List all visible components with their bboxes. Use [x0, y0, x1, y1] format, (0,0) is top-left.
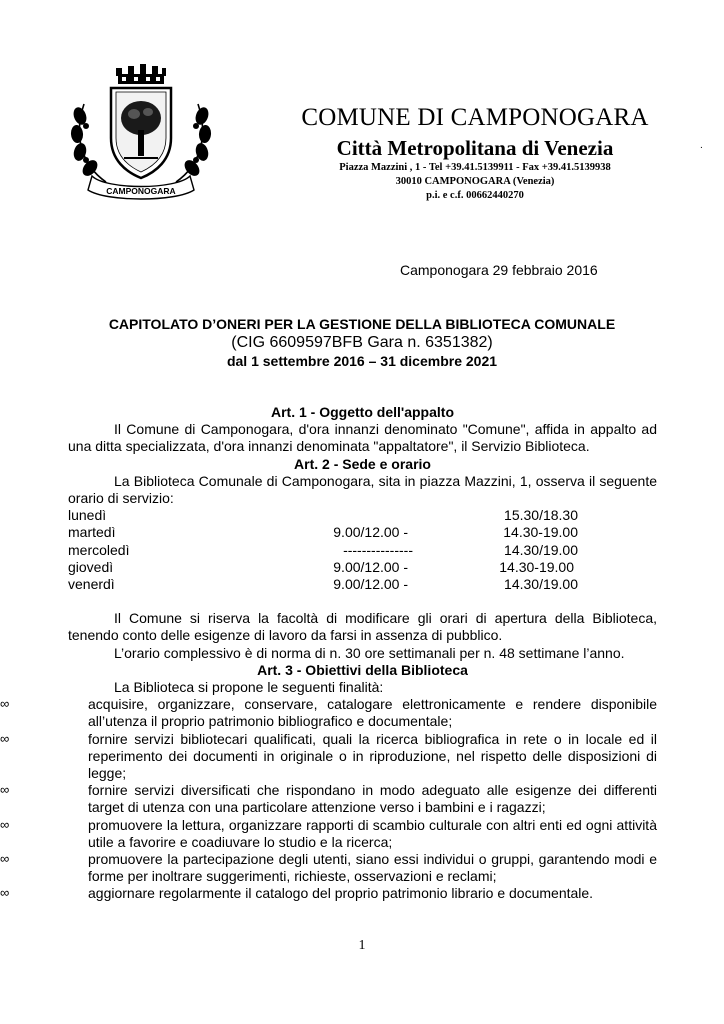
page-number: 1 [358, 938, 366, 953]
schedule-morning: --------------- [343, 541, 413, 558]
schedule-row [68, 576, 657, 593]
schedule-row [68, 542, 657, 559]
objectives-list [0, 696, 657, 902]
art2-intro: La Biblioteca Comunale di Camponogara, sita in piazza Mazzini, 1, osserva il seguente orario di servizio: [68, 472, 657, 507]
document-body [0, 404, 657, 903]
schedule-day: lunedì [68, 507, 107, 524]
infinity-bullet-icon: ∞ [0, 816, 10, 832]
coat-of-arms-logo [66, 64, 216, 204]
schedule-day: martedì [68, 524, 116, 541]
schedule-morning: 9.00/12.00 - [333, 558, 408, 575]
municipality-subtitle: Città Metropolitana di Venezia [336, 136, 614, 160]
cig-reference: (CIG 6609597BFB Gara n. 6351382) [231, 334, 493, 351]
list-item: ∞ acquisire, organizzare, conservare, catalogare elettronicamente e rendere disponibile all’utenza il proprio patrimonio bibliografico e documentale; [0, 696, 657, 730]
art3-intro: La Biblioteca si propone le seguenti finalità: [114, 679, 384, 696]
crest-drawing [66, 64, 216, 204]
schedule-afternoon: 14.30-19.00 [503, 524, 578, 541]
opening-hours-table [68, 507, 657, 593]
art3-heading: Art. 3 - Obiettivi della Biblioteca [257, 661, 468, 678]
list-item: ∞ aggiornare regolarmente il catalogo del proprio patrimonio librario e documentale. [0, 885, 594, 902]
address-line: Piazza Mazzini , 1 - Tel +39.41.5139911 - Fax +39.41.5139938 [339, 162, 611, 173]
art2-note-weekly-hours: L’orario complessivo è di norma di n. 30 ore settimanali per n. 48 settimane l’anno. [114, 644, 625, 661]
art2-heading: Art. 2 - Sede e orario [294, 455, 431, 472]
infinity-bullet-icon: ∞ [0, 730, 10, 746]
schedule-day: mercoledì [68, 541, 130, 558]
list-item: ∞ promuovere la lettura, organizzare rapporti di scambio culturale con altri enti ed ogni attività utile a favorire e coadiuvare lo studio e la ricerca; [0, 816, 657, 850]
document-title: CAPITOLATO D’ONERI PER LA GESTIONE DELLA BIBLIOTECA COMUNALE [108, 316, 616, 332]
art2-note-hours-change: Il Comune si riserva la facoltà di modificare gli orari di apertura della Biblioteca, tenendo conto delle esigenze di lavoro da farsi in assenza di pubblico. [68, 610, 657, 644]
infinity-bullet-icon: ∞ [0, 851, 10, 867]
contract-period: dal 1 settembre 2016 – 31 dicembre 2021 [226, 353, 498, 369]
infinity-bullet-icon: ∞ [0, 696, 10, 712]
city-line: 30010 CAMPONOGARA (Venezia) [395, 176, 555, 187]
infinity-bullet-icon: ∞ [0, 885, 10, 901]
schedule-morning: 9.00/12.00 - [333, 524, 408, 541]
schedule-row [68, 559, 657, 576]
list-item: ∞ fornire servizi diversificati che rispondano in modo adeguato alle esigenze dei differenti target di utenza con una particolare attenzione verso i bambini e i ragazzi; [0, 782, 657, 816]
infinity-bullet-icon: ∞ [0, 782, 10, 798]
schedule-row [68, 524, 657, 541]
schedule-afternoon: 14.30/19.00 [504, 575, 578, 592]
schedule-morning: 9.00/12.00 - [333, 575, 408, 592]
schedule-afternoon: 14.30/19.00 [504, 541, 578, 558]
schedule-day: venerdì [68, 575, 115, 592]
tax-code-line: p.i. e c.f. 00662440270 [426, 190, 524, 201]
municipality-title: COMUNE DI CAMPONOGARA [301, 104, 649, 131]
schedule-afternoon: 15.30/18.30 [504, 507, 578, 524]
schedule-row [68, 507, 657, 524]
list-item: ∞ promuovere la partecipazione degli utenti, siano essi individui o gruppi, garantendo modi e forme per inoltrare suggerimenti, richieste, osservazioni e reclami; [0, 851, 657, 885]
list-item: ∞ fornire servizi bibliotecari qualificati, quali la ricerca bibliografica in rete o in locale ed il reperimento dei documenti in originale o in riproduzione, nel rispetto delle disposizioni di legge; [0, 730, 657, 782]
document-date: Camponogara 29 febbraio 2016 [400, 262, 598, 278]
art1-text: Il Comune di Camponogara, d'ora innanzi denominato "Comune", affida in appalto ad una ditta specializzata, d'ora innanzi denominata "appaltatore", il Servizio Biblioteca. [68, 421, 657, 455]
schedule-afternoon: 14.30-19.00 [499, 558, 574, 575]
crest-caption: CAMPONOGARA [106, 186, 176, 196]
schedule-day: giovedì [68, 558, 114, 575]
art1-heading: Art. 1 - Oggetto dell'appalto [271, 404, 454, 420]
stray-mark: . [700, 140, 703, 151]
